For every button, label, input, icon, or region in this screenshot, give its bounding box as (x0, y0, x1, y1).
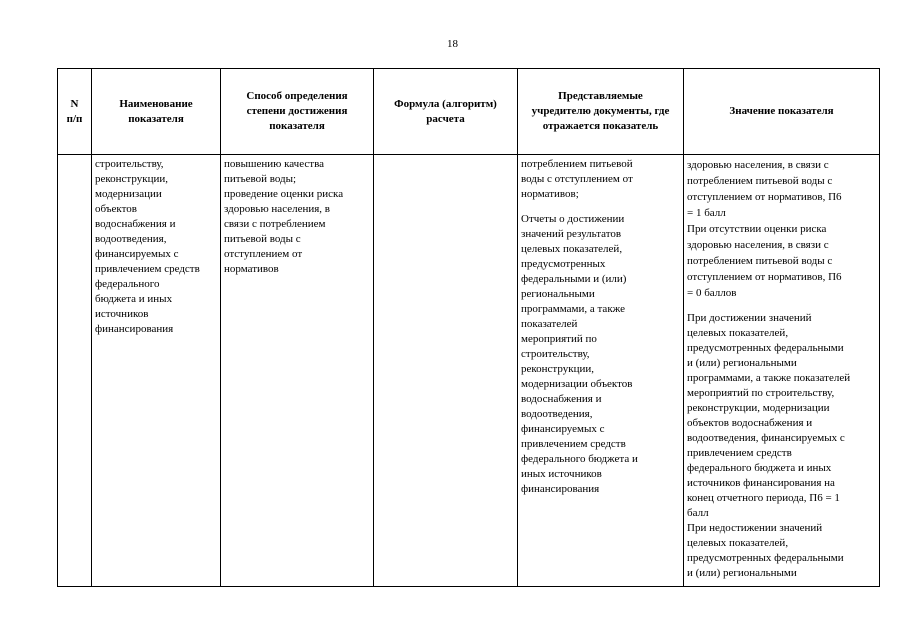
documents-paragraph-2: Отчеты о достижении значений результатов целевых показателей, предусмотренных федеральными и (или) региональными программами, а также показателей мероприятий по строительству, реконструкции, модернизации объектов водоснабжения и водоотведения, финансируемых с привлечением средств федерального бюджета и иных источников финансирования (521, 213, 638, 495)
cell-formula (374, 155, 518, 587)
header-documents: Представляемые учредителю документы, где отражается показатель (518, 69, 684, 155)
header-achievement-method: Способ определения степени достижения показателя (221, 69, 374, 155)
cell-indicator-value (684, 155, 880, 587)
header-indicator-name: Наименование показателя (92, 69, 221, 155)
table-header-row (58, 69, 880, 155)
documents-paragraph-1: потреблением питьевой воды с отступлением от нормативов; (521, 158, 633, 200)
header-number: N п/п (58, 69, 92, 155)
page-number: 18 (447, 38, 458, 50)
table-row (58, 155, 880, 587)
value-paragraph-1: здоровью населения, в связи с потреблением питьевой воды с отступлением от нормативов, П6 = 1 балл При отсутствии оценки риска здоровью населения, в связи с потреблением питьевой воды с отступлением от нормативов, П6 = 0 баллов (687, 159, 842, 299)
indicator-table (57, 68, 880, 587)
cell-number (58, 155, 92, 587)
cell-documents (518, 155, 684, 587)
cell-achievement-method: повышению качества питьевой воды; проведение оценки риска здоровью населения, в связи с потреблением питьевой воды с отступлением от нормативов (221, 155, 374, 587)
cell-indicator-name: строительству, реконструкции, модернизации объектов водоснабжения и водоотведения, финансируемых с привлечением средств федерального бюджета и иных источников финансирования (92, 155, 221, 587)
value-paragraph-2: При достижении значений целевых показателей, предусмотренных федеральными и (или) региональными программами, а также показателей мероприятий по строительству, реконструкции, модернизации объектов водоснабжения и водоотведения, финансируемых с привлечением средств федерального бюджета и иных источников финансирования на конец отчетного периода, П6 = 1 балл При недостижении значений целевых показателей, предусмотренных федеральными и (или) региональными (687, 312, 851, 579)
header-formula: Формула (алгоритм) расчета (374, 69, 518, 155)
header-indicator-value: Значение показателя (684, 69, 880, 155)
